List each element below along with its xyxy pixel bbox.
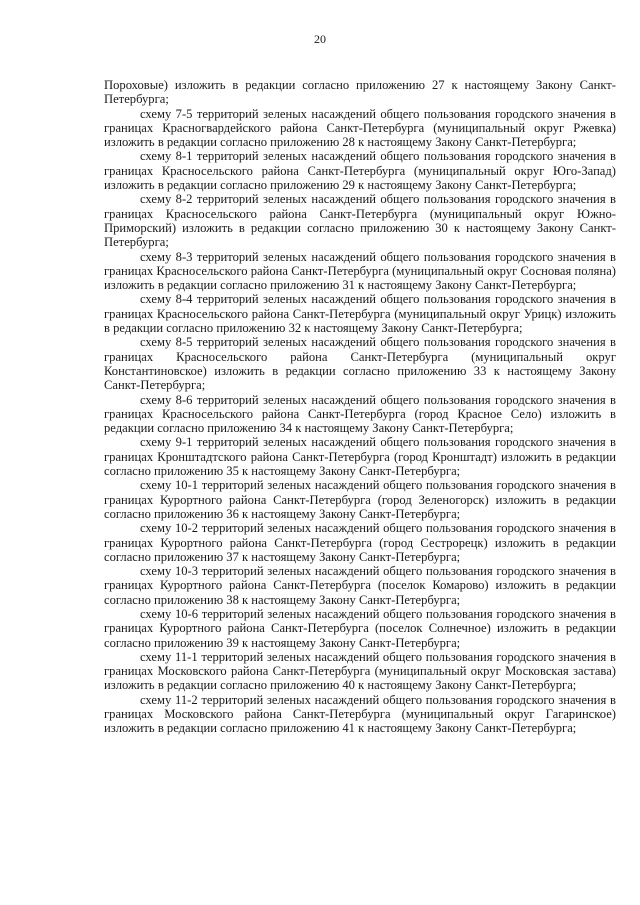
paragraph-scheme-8-1: схему 8-1 территорий зеленых насаждений общего пользования городского значения в границах Красносельского района Санкт-Петербурга (муниципальный округ Юго-Запад) изложить в редакции согласно приложению 29 к настоящему Закону Санкт-Петербурга; [104, 149, 616, 193]
paragraph-scheme-10-3: схему 10-3 территорий зеленых насаждений общего пользования городского значения в границах Курортного района Санкт-Петербурга (поселок Комарово) изложить в редакции согласно приложению 38 к настоящему Закону Санкт-Петербурга; [104, 564, 616, 607]
paragraph-scheme-8-4: схему 8-4 территорий зеленых насаждений общего пользования городского значения в границах Красносельского района Санкт-Петербурга (муниципальный округ Урицк) изложить в редакции согласно приложению 32 к настоящему Закону Санкт-Петербурга; [104, 292, 616, 336]
paragraph-scheme-8-3: схему 8-3 территорий зеленых насаждений общего пользования городского значения в границах Красносельского района Санкт-Петербурга (муниципальный округ Сосновая поляна) изложить в редакции согласно приложению 31 к настоящему Закону Санкт-Петербурга; [104, 249, 616, 293]
page-number: 20 [314, 32, 326, 46]
paragraph-scheme-8-5: схему 8-5 территорий зеленых насаждений общего пользования городского значения в границах Красносельского района Санкт-Петербурга (муниципальный округ Константиновское) изложить в редакции согласно приложению 33 к настоящему Закону Санкт-Петербурга; [104, 335, 616, 393]
paragraph-scheme-7-5: схему 7-5 территорий зеленых насаждений общего пользования городского значения в границах Красногвардейского района Санкт-Петербурга (муниципальный округ Ржевка) изложить в редакции согласно приложению 28 к настоящему Закону Санкт-Петербурга; [104, 106, 616, 150]
paragraph-scheme-8-6: схему 8-6 территорий зеленых насаждений общего пользования городского значения в границах Красносельского района Санкт-Петербурга (город Красное Село) изложить в редакции согласно приложению 34 к настоящему Закону Санкт-Петербурга; [104, 392, 616, 436]
paragraph-scheme-11-1: схему 11-1 территорий зеленых насаждений общего пользования городского значения в границах Московского района Санкт-Петербурга (муниципальный округ Московская застава) изложить в редакции согласно приложению 40 к настоящему Закону Санкт-Петербурга; [104, 649, 616, 693]
paragraph-scheme-10-2: схему 10-2 территорий зеленых насаждений общего пользования городского значения в границах Курортного района Санкт-Петербурга (город Сестрорецк) изложить в редакции согласно приложению 37 к настоящему Закону Санкт-Петербурга; [104, 521, 616, 564]
paragraph-scheme-9-1: схему 9-1 территорий зеленых насаждений общего пользования городского значения в границах Кронштадтского района Санкт-Петербурга (город Кронштадт) изложить в редакции согласно приложению 35 к настоящему Закону Санкт-Петербурга; [104, 435, 616, 479]
paragraph-continuation: Пороховые) изложить в редакции согласно приложению 27 к настоящему Закону Санкт-Петербурга; [104, 78, 616, 107]
document-body [104, 78, 616, 736]
paragraph-scheme-10-1: схему 10-1 территорий зеленых насаждений общего пользования городского значения в границах Курортного района Санкт-Петербурга (город Зеленогорск) изложить в редакции согласно приложению 36 к настоящему Закону Санкт-Петербурга; [104, 478, 616, 521]
paragraph-scheme-8-2: схему 8-2 территорий зеленых насаждений общего пользования городского значения в границах Красносельского района Санкт-Петербурга (муниципальный округ Южно-Приморский) изложить в редакции согласно приложению 30 к настоящему Закону Санкт-Петербурга; [104, 192, 616, 250]
paragraph-scheme-10-6: схему 10-6 территорий зеленых насаждений общего пользования городского значения в границах Курортного района Санкт-Петербурга (поселок Солнечное) изложить в редакции согласно приложению 39 к настоящему Закону Санкт-Петербурга; [104, 606, 616, 650]
paragraph-scheme-11-2: схему 11-2 территорий зеленых насаждений общего пользования городского значения в границах Московского района Санкт-Петербурга (муниципальный округ Гагаринское) изложить в редакции согласно приложению 41 к настоящему Закону Санкт-Петербурга; [104, 692, 616, 736]
